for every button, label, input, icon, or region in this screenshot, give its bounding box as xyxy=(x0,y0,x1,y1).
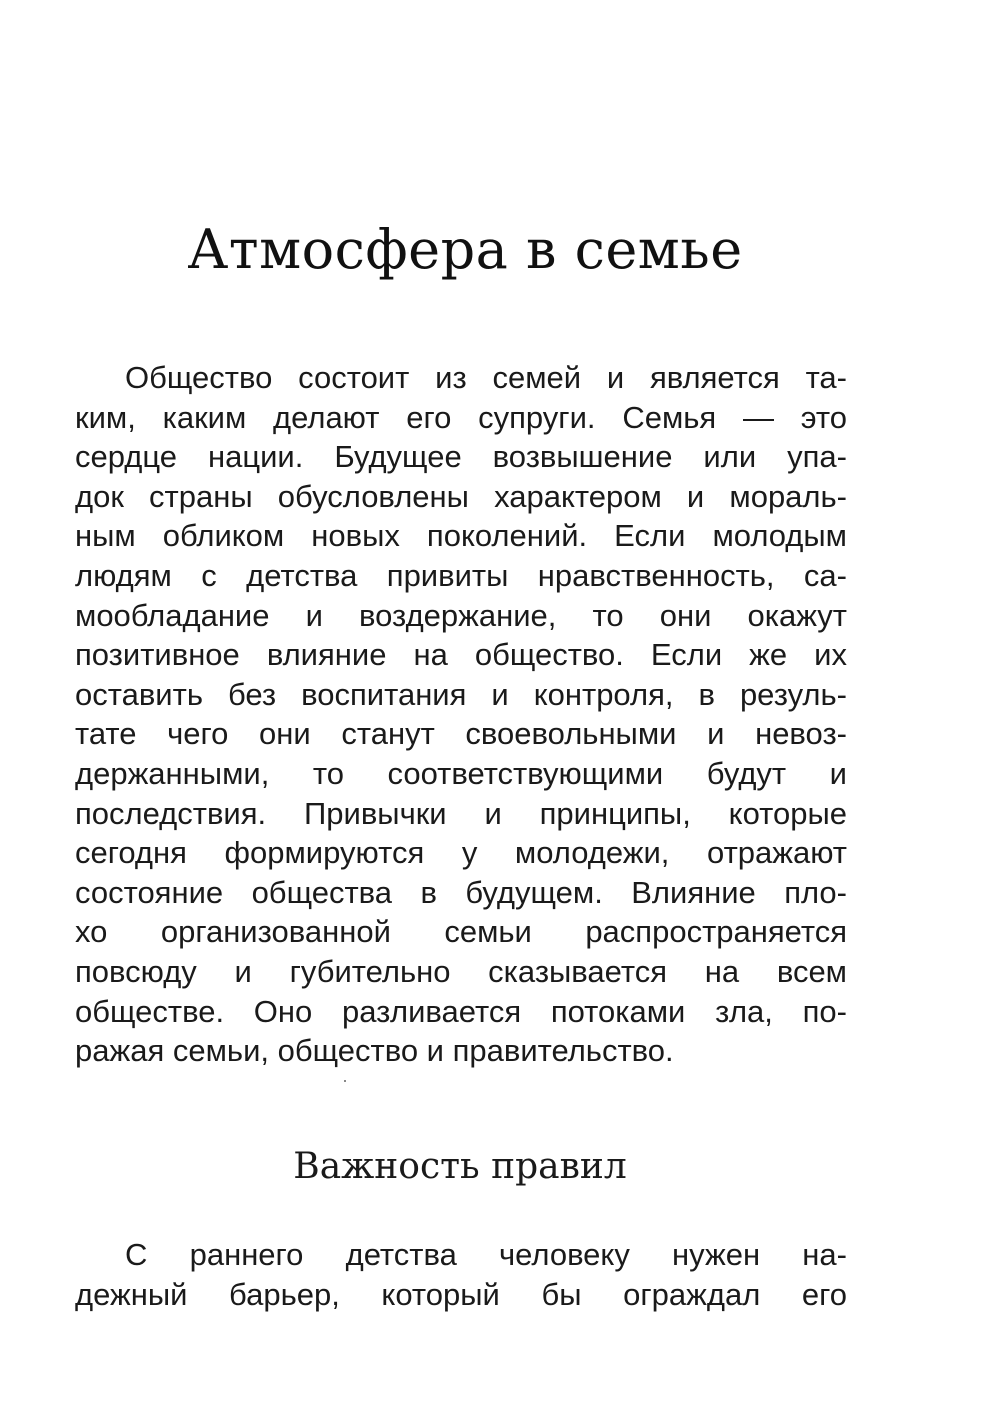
chapter-title: Атмосфера в семье xyxy=(187,218,743,281)
text-line: состояние общества в будущем. Влияние пло- xyxy=(75,874,847,910)
scan-speck xyxy=(344,1080,346,1082)
text-line: оставить без воспитания и контроля, в резуль- xyxy=(75,676,847,712)
text-line: ным обликом новых поколений. Если молодым xyxy=(75,518,847,554)
text-line: док страны обусловлены характером и мораль- xyxy=(75,478,847,514)
text-line: ражая семьи, общество и правительство. xyxy=(75,1033,674,1069)
text-line: позитивное влияние на общество. Если же их xyxy=(75,637,847,673)
paragraph-1 xyxy=(75,358,847,1071)
text-line: людям с детства привиты нравственность, са- xyxy=(75,557,847,593)
text-line: повсюду и губительно сказывается на всем xyxy=(75,953,847,989)
section-title: Важность правил xyxy=(293,1146,627,1187)
text-line: мообладание и воздержание, то они окажут xyxy=(75,597,847,633)
text-line: держанными, то соответствующими будут и xyxy=(75,755,847,791)
text-line: дежный барьер, который бы ограждал его xyxy=(75,1276,847,1312)
text-line: хо организованной семьи распространяется xyxy=(75,914,847,950)
text-line: С раннего детства человеку нужен на- xyxy=(125,1237,847,1272)
text-line: Общество состоит из семей и является та- xyxy=(125,360,847,395)
text-line: последствия. Привычки и принципы, которые xyxy=(75,795,847,831)
text-line: сердце нации. Будущее возвышение или упа- xyxy=(75,439,847,475)
text-line: ким, каким делают его супруги. Семья — это xyxy=(75,399,847,435)
paragraph-2 xyxy=(75,1235,847,1314)
text-line: обществе. Оно разливается потоками зла, по- xyxy=(75,993,847,1029)
text-line: сегодня формируются у молодежи, отражают xyxy=(75,835,847,871)
text-line: тате чего они станут своевольными и невоз- xyxy=(75,716,847,752)
